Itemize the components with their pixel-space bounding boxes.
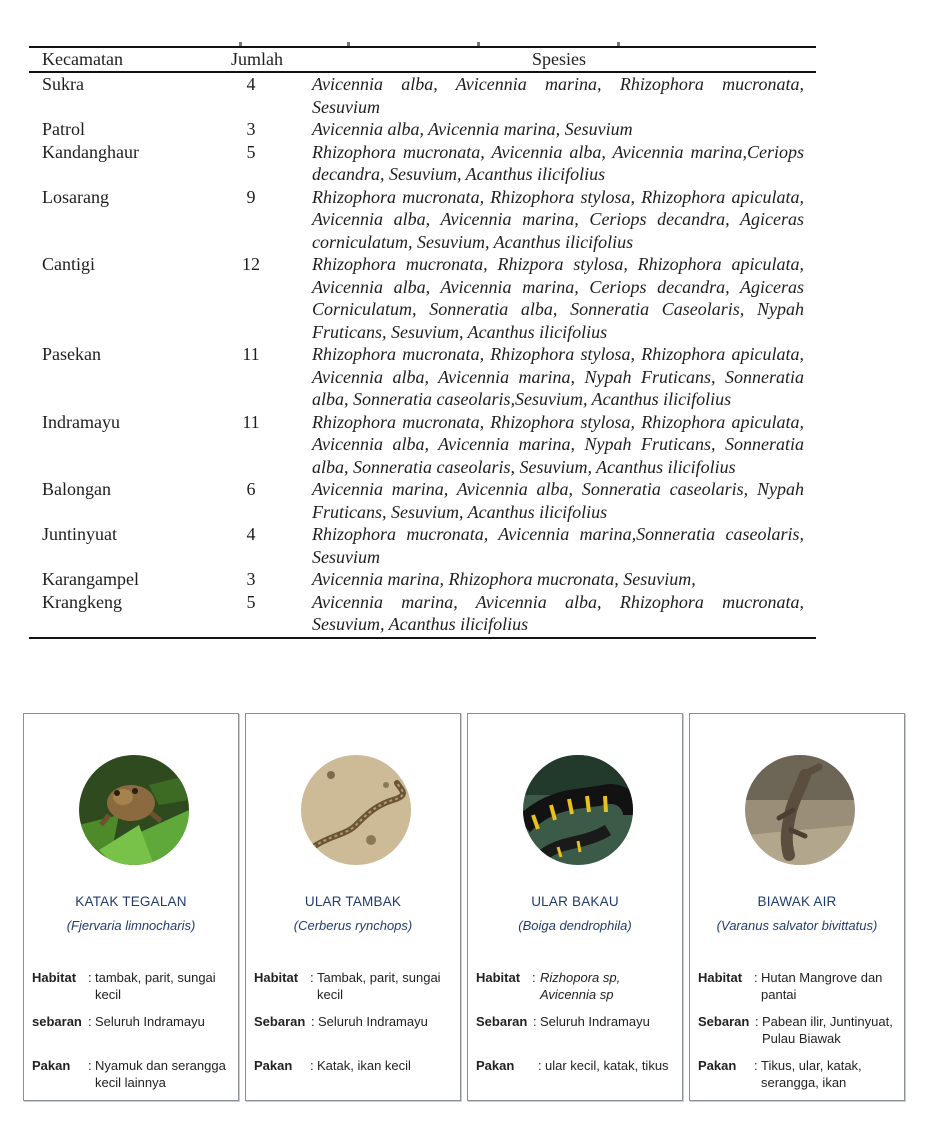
card-scientific-name: (Boiga dendrophila) — [518, 918, 632, 933]
pakan-value: Tikus, ular, katak, serangga, ikan — [761, 1058, 862, 1090]
cell-jumlah: 4 — [246, 74, 256, 94]
cell-jumlah: 11 — [242, 344, 260, 364]
habitat-label: Habitat — [32, 970, 77, 985]
cell-spesies: Avicennia marina, Avicennia alba, Rhizophora mucronata, Sesuvium, Acanthus ilicifolius — [302, 591, 816, 638]
header-kecamatan: Kecamatan — [29, 47, 212, 72]
sebaran-label: Sebaran — [698, 1014, 750, 1029]
pakan-label: Pakan — [698, 1058, 737, 1073]
pakan-label: Pakan — [476, 1058, 515, 1073]
fauna-card-biawak-air: BIAWAK AIR (Varanus salvator bivittatus) Habitat : Hutan Mangrove dan pantai Sebaran : Pabean ilir, Juntinyuat, Pulau Biawak Pakan : Tikus, ular, katak, serangga, ikan — [689, 713, 905, 1101]
sebaran-value: Seluruh Indramayu — [95, 1014, 205, 1029]
card-title: BIAWAK AIR — [757, 894, 837, 909]
pakan-label: Pakan — [254, 1058, 293, 1073]
pakan-value: Katak, ikan kecil — [317, 1058, 411, 1073]
cell-kecamatan: Juntinyuat — [42, 524, 117, 544]
cell-spesies: Rhizophora mucronata, Rhizophora stylosa, Rhizophora apiculata, Avicennia alba, Avicennia marina, Ceriops decandra, Agiceras corniculatum, Sesuvium, Acanthus ilicifolius — [312, 186, 804, 252]
cell-kecamatan: Kandanghaur — [42, 141, 139, 162]
cell-spesies: Rhizophora mucronata, Avicennia marina,Sonneratia caseolaris, Sesuvium — [312, 524, 804, 567]
water-snake-photo — [301, 755, 411, 865]
cell-spesies: Avicennia alba, Avicennia marina, Sesuvium — [312, 119, 633, 139]
cell-kecamatan: Patrol — [42, 119, 85, 139]
cell-jumlah: 11 — [242, 411, 260, 432]
cell-jumlah: 3 — [246, 119, 256, 139]
habitat-label: Habitat — [476, 970, 521, 985]
monitor-lizard-photo — [745, 755, 855, 865]
card-scientific-name: (Fjervaria limnocharis) — [66, 918, 196, 933]
cell-kecamatan: Balongan — [42, 479, 111, 499]
table-row — [29, 141, 816, 186]
fauna-card-ular-bakau: ULAR BAKAU (Boiga dendrophila) Habitat : Rizhopora sp, Avicennia sp Sebaran : Seluruh Indramayu Pakan : ular kecil, katak, tikus — [467, 713, 683, 1101]
sebaran-label: Sebaran — [254, 1014, 306, 1029]
card-title: KATAK TEGALAN — [75, 894, 187, 909]
cell-spesies: Avicennia alba, Avicennia marina, Rhizophora mucronata, Sesuvium — [312, 74, 804, 117]
cell-jumlah: 6 — [246, 479, 256, 499]
cell-spesies: Avicennia marina, Rhizophora mucronata, Sesuvium, — [312, 569, 696, 589]
table-row — [29, 411, 816, 479]
cropped-text-fragment — [29, 42, 816, 48]
cell-kecamatan: Losarang — [42, 186, 109, 207]
pakan-value: ular kecil, katak, tikus — [545, 1058, 669, 1073]
card-scientific-name: (Cerberus rynchops) — [293, 918, 413, 933]
cell-spesies: Rhizophora mucronata, Rhizophora stylosa, Rhizophora apiculata, Avicennia alba, Avicennia marina, Nypah Fruticans, Sonneratia alba, Sonneratia caseolaris, Sesuvium, Acanthus ilicifolius — [312, 411, 804, 477]
cell-kecamatan: Pasekan — [42, 344, 101, 364]
table-row — [29, 343, 816, 411]
sebaran-value: Seluruh Indramayu — [540, 1014, 650, 1029]
cell-jumlah: 4 — [246, 524, 256, 544]
habitat-label: Habitat — [254, 970, 299, 985]
cell-kecamatan: Karangampel — [42, 569, 139, 589]
table-row — [29, 523, 816, 568]
table-header-row — [29, 47, 816, 72]
cell-spesies: Rhizophora mucronata, Avicennia alba, Avicennia marina,Ceriops decandra, Sesuvium, Acanthus ilicifolius — [312, 141, 804, 184]
frog-photo — [79, 755, 189, 865]
card-title: ULAR TAMBAK — [304, 894, 402, 909]
cell-kecamatan: Cantigi — [42, 254, 95, 274]
habitat-label: Habitat — [698, 970, 743, 985]
table-row — [29, 591, 816, 638]
table-row — [29, 118, 816, 141]
cell-kecamatan: Krangkeng — [29, 591, 212, 638]
cell-spesies: Rhizophora mucronata, Rhizpora stylosa, Rhizophora apiculata, Avicennia alba, Avicennia marina, Ceriops decandra, Agiceras Corniculatum, Sonneratia alba, Sonneratia Caseolaris, Nypah Fruticans, Sesuvium, Acanthus ilicifolius — [312, 254, 804, 342]
fauna-cards — [23, 713, 907, 1101]
pakan-value: Nyamuk dan serangga kecil lainnya — [95, 1058, 226, 1090]
habitat-value: tambak, parit, sungai kecil — [95, 970, 216, 1002]
sebaran-label: Sebaran — [476, 1014, 528, 1029]
mangrove-snake-photo — [523, 755, 633, 865]
habitat-value: Hutan Mangrove dan pantai — [761, 970, 883, 1002]
cell-jumlah: 5 — [212, 591, 302, 638]
sebaran-value: Seluruh Indramayu — [318, 1014, 428, 1029]
habitat-value: Tambak, parit, sungai kecil — [317, 970, 441, 1002]
card-title: ULAR BAKAU — [531, 894, 619, 909]
pakan-label: Pakan — [32, 1058, 71, 1073]
cell-kecamatan: Sukra — [42, 74, 84, 94]
cell-spesies: Avicennia marina, Avicennia alba, Sonneratia caseolaris, Nypah Fruticans, Sesuvium, Acanthus ilicifolius — [312, 479, 804, 522]
species-table-section — [29, 46, 816, 639]
cell-spesies: Rhizophora mucronata, Rhizophora stylosa, Rhizophora apiculata, Avicennia alba, Avicennia marina, Nypah Fruticans, Sonneratia alba, Sonneratia caseolaris,Sesuvium, Acanthus ilicifolius — [312, 344, 804, 409]
sebaran-value: Pabean ilir, Juntinyuat, Pulau Biawak — [762, 1014, 893, 1046]
cell-jumlah: 3 — [246, 569, 256, 589]
card-scientific-name: (Varanus salvator bivittatus) — [716, 918, 878, 933]
table-row — [29, 72, 816, 118]
fauna-card-ular-tambak: ULAR TAMBAK (Cerberus rynchops) Habitat : Tambak, parit, sungai kecil Sebaran : Seluruh Indramayu Pakan : Katak, ikan kecil — [245, 713, 461, 1101]
sebaran-label: sebaran — [32, 1014, 82, 1029]
cell-jumlah: 5 — [246, 141, 256, 162]
habitat-value-1: Rizhopora sp, — [540, 970, 621, 985]
header-jumlah: Jumlah — [212, 47, 302, 72]
mangrove-species-table — [29, 46, 816, 639]
table-row — [29, 478, 816, 523]
header-spesies: Spesies — [302, 47, 816, 72]
cell-jumlah: 12 — [242, 254, 260, 274]
cell-jumlah: 9 — [246, 186, 256, 207]
fauna-card-katak-tegalan: KATAK TEGALAN (Fjervaria limnocharis) Habitat : tambak, parit, sungai kecil sebaran : Seluruh Indramayu Pakan : Nyamuk dan serangga kecil lainnya — [23, 713, 239, 1101]
habitat-value-2: Avicennia sp — [540, 987, 614, 1002]
table-row — [29, 253, 816, 343]
table-row — [29, 568, 816, 591]
cell-kecamatan: Indramayu — [42, 411, 120, 432]
table-row — [29, 186, 816, 254]
